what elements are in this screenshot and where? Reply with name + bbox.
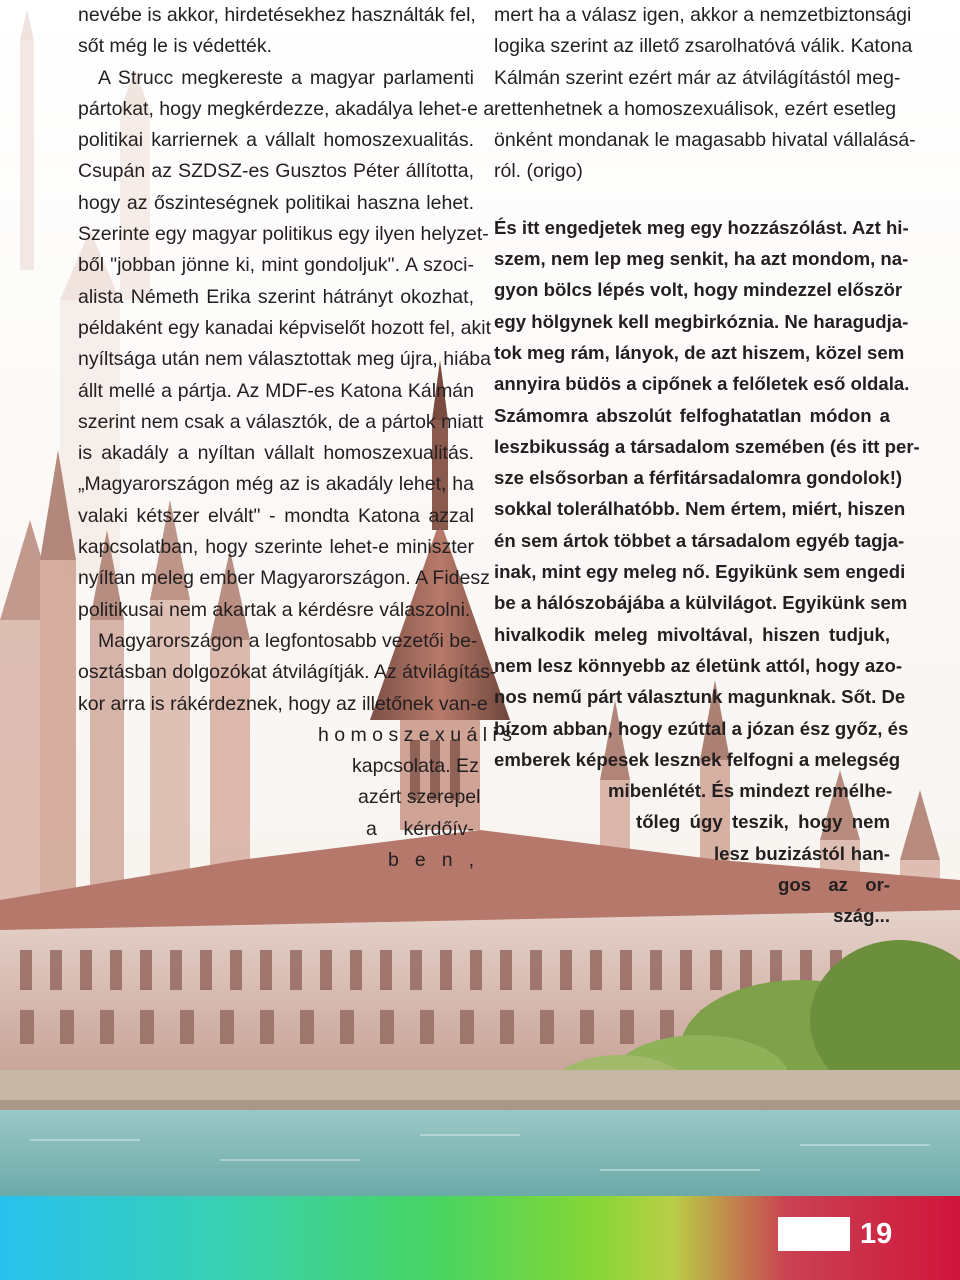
comment-line: emberek képesek lesznek felfogni a melegség <box>494 748 901 770</box>
comment-line: mibenlétét. És mindezt remélhe- <box>608 780 893 802</box>
comment-line: lesz buzizástól han- <box>714 842 890 864</box>
comment-line: be a hálószobájába a külvilágot. Egyikünk sem <box>494 592 908 614</box>
text-line: Magyarországon a legfontosabb vezetői be- <box>98 629 478 652</box>
text-line: kapcsolatban, hogy szerinte lehet-e miniszter <box>78 536 474 559</box>
comment-line: inak, mint egy meleg nő. Egyikünk sem engedi <box>494 561 906 583</box>
comment-line: sokkal tolerálhatóbb. Nem értem, miért, hiszen <box>494 498 906 520</box>
text-line: politikai karriernek a vállalt homoszexualitás. <box>78 129 474 152</box>
comment-line: egy hölgynek kell megbirkóznia. Ne haragudja- <box>494 310 909 332</box>
comment-line: tőleg úgy teszik, hogy nem <box>636 811 890 833</box>
text-line: állt mellé a pártja. Az MDF-es Katona Kálmán <box>78 379 474 402</box>
text-line: kor arra is rákérdeznek, hogy az illetőnek van-e <box>78 692 488 715</box>
comment-line: gyon bölcs lépés volt, hogy mindezzel először <box>494 279 903 301</box>
text-line: osztásban dolgozókat átvilágítják. Az átvilágítás- <box>78 661 497 684</box>
text-line: nyíltsága után nem választottak meg újra, hiába <box>78 348 491 371</box>
text-line: nyíltan meleg ember Magyarországon. A Fidesz <box>78 567 490 590</box>
text-line: sőt még le is védették. <box>78 35 273 58</box>
article-column-right <box>494 0 920 932</box>
comment-line: bízom abban, hogy ezúttal a józan ész győz, és <box>494 717 909 739</box>
comment-line: Számomra abszolút felfoghatatlan módon a <box>494 404 890 426</box>
text-line: Kálmán szerint ezért már az átvilágítástól meg- <box>494 66 901 89</box>
text-line: önként mondanak le magasabb hivatal vállalásá- <box>494 129 916 152</box>
text-line: Szerinte egy magyar politikus egy ilyen helyzet- <box>78 223 489 246</box>
text-line: nevébe is akkor, hirdetésekhez használták fel, <box>78 4 476 26</box>
text-line: azért szerepel <box>358 786 481 809</box>
comment-line: nos nemű párt választunk magunknak. Sőt. De <box>494 686 906 708</box>
comment-line: sze elsősorban a férfitársadalomra gondolok!) <box>494 467 903 489</box>
page-number: 19 <box>860 1218 893 1250</box>
comment-line: hivalkodik meleg mivoltával, hiszen tudjuk, <box>494 623 890 645</box>
footer-white-box <box>778 1217 850 1251</box>
comment-line: én sem ártok többet a társadalom egyéb tagja- <box>494 529 905 551</box>
comment-line: nem lesz könnyebb az életünk attól, hogy azo- <box>494 654 903 676</box>
text-line: logika szerint az illető zsarolhatóvá válik. Katona <box>494 35 913 58</box>
comment-line: És itt engedjetek meg egy hozzászólást. Azt hi- <box>494 216 909 238</box>
text-line: Csupán az SZDSZ-es Gusztos Péter állította, <box>78 160 474 183</box>
comment-line: tok meg rám, lányok, de azt hiszem, közel sem <box>494 341 905 363</box>
text-line: valaki kétszer elvált" - mondta Katona azzal <box>78 504 474 527</box>
text-line: b e n , <box>388 849 474 872</box>
text-line: ből "jobban jönne ki, mint gondoljuk". A szoci- <box>78 254 474 277</box>
comment-line: leszbikusság a társadalom szemében (és itt per- <box>494 435 920 457</box>
text-line: mert ha a válasz igen, akkor a nemzetbiztonsági <box>494 4 912 26</box>
text-line: h o m o s z e x u á l i s <box>318 723 512 746</box>
text-line: példaként egy kanadai képviselőt hozott fel, akit <box>78 316 492 339</box>
text-line: A Strucc megkereste a magyar parlamenti <box>98 66 474 89</box>
comment-line: annyira büdös a cipőnek a felőletek eső oldala. <box>494 373 910 395</box>
text-line: pártokat, hogy megkérdezze, akadálya lehet-e a <box>78 97 495 120</box>
text-line: rettenhetnek a homoszexuálisok, ezért esetleg <box>494 97 897 120</box>
article-column-left <box>78 0 512 876</box>
text-line: ról. (origo) <box>494 160 583 183</box>
text-line: is akadály a nyíltan vállalt homoszexualitás. <box>78 442 474 465</box>
paragraph-gap <box>494 188 890 212</box>
comment-line: szág... <box>833 905 890 927</box>
text-line: politikusai nem akartak a kérdésre válaszolni. <box>78 598 471 621</box>
text-line: hogy az őszinteségnek politikai haszna lehet. <box>78 191 474 214</box>
comment-line: gos az or- <box>778 874 890 896</box>
text-line: a kérdőív- <box>366 817 474 840</box>
text-line: kapcsolata. Ez <box>352 755 479 778</box>
text-line: szerint nem csak a választók, de a pártok miatt <box>78 410 484 433</box>
text-line: „Magyarországon még az is akadály lehet, ha <box>78 473 474 496</box>
comment-line: szem, nem lep meg senkit, ha azt mondom, na- <box>494 248 909 270</box>
text-line: alista Németh Erika szerint hátrányt okozhat, <box>78 285 474 308</box>
